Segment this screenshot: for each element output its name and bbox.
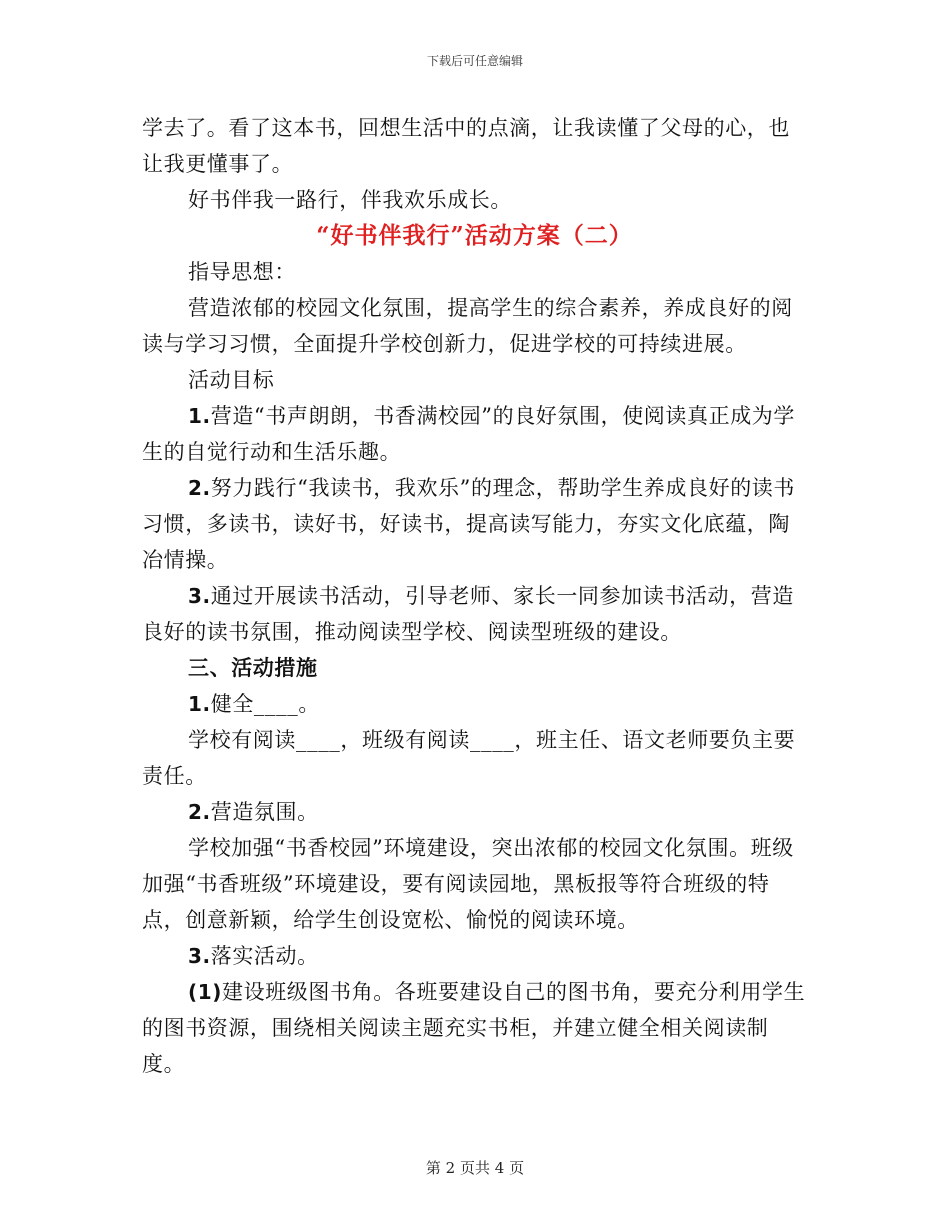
measure-1-detail: 学校有阅读____，班级有阅读____，班主任、语文老师要负主要责任。 xyxy=(142,728,796,788)
measure-1-text: 健全____。 xyxy=(210,692,320,716)
goal-item-2 xyxy=(142,470,807,578)
goal-3-number: 3. xyxy=(188,584,211,608)
paragraph: 学去了。看了这本书，回想生活中的点滴，让我读懂了父母的心，也让我更懂事了。 xyxy=(142,116,790,176)
section-heading: 三、活动措施 xyxy=(188,655,318,680)
goal-2-number: 2. xyxy=(188,476,211,500)
goal-3-text: 通过开展读书活动，引导老师、家长一同参加读书活动，营造良好的读书氛围，推动阅读型学校、阅读型班级的建设。 xyxy=(142,584,794,644)
goal-1-number: 1. xyxy=(188,404,211,428)
page-footer: 第 2 页共 4 页 xyxy=(425,1159,525,1177)
measure-3-number: 3. xyxy=(188,944,211,968)
section-title: “好书伴我行”活动方案（二） xyxy=(316,222,633,249)
measure-1-number: 1. xyxy=(188,692,211,716)
page-header: 下载后可任意编辑 xyxy=(426,54,523,68)
subitem-number: (1) xyxy=(188,980,222,1004)
guide-text: 营造浓郁的校园文化氛围，提高学生的综合素养，养成良好的阅读与学习习惯，全面提升学校创新力，促进学校的可持续进展。 xyxy=(142,296,793,356)
measure-2-number: 2. xyxy=(188,800,211,824)
goal-item-3 xyxy=(142,578,807,650)
measure-item-3 xyxy=(142,938,807,974)
paragraph: 好书伴我一路行，伴我欢乐成长。 xyxy=(188,188,512,212)
goal-item-1 xyxy=(142,398,807,470)
measure-item-1 xyxy=(142,686,807,722)
measure-item-2 xyxy=(142,794,807,830)
goal-1-text: 营造“书声朗朗，书香满校园”的良好氛围，使阅读真正成为学生的自觉行动和生活乐趣。 xyxy=(142,404,795,464)
measure-2-text: 营造氛围。 xyxy=(210,800,319,824)
subitem-text: 建设班级图书角。各班要建设自己的图书角，要充分利用学生的图书资源，围绕相关阅读主题充实书柜，并建立健全相关阅读制度。 xyxy=(142,980,806,1076)
goal-2-text: 努力践行“我读书，我欢乐”的理念，帮助学生养成良好的读书习惯，多读书，读好书，好读书，提高读写能力，夯实文化底蕴，陶冶情操。 xyxy=(142,476,795,572)
measure-2-detail: 学校加强“书香校园”环境建设，突出浓郁的校园文化氛围。班级加强“书香班级”环境建设，要有阅读园地，黑板报等符合班级的特点，创意新颖，给学生创设宽松、愉悦的阅读环境。 xyxy=(142,836,794,932)
document-body xyxy=(142,110,807,1082)
measure-3-subitem-1 xyxy=(142,974,807,1082)
guide-heading: 指导思想： xyxy=(188,260,296,284)
goal-heading: 活动目标 xyxy=(188,368,275,392)
measure-3-text: 落实活动。 xyxy=(210,944,319,968)
